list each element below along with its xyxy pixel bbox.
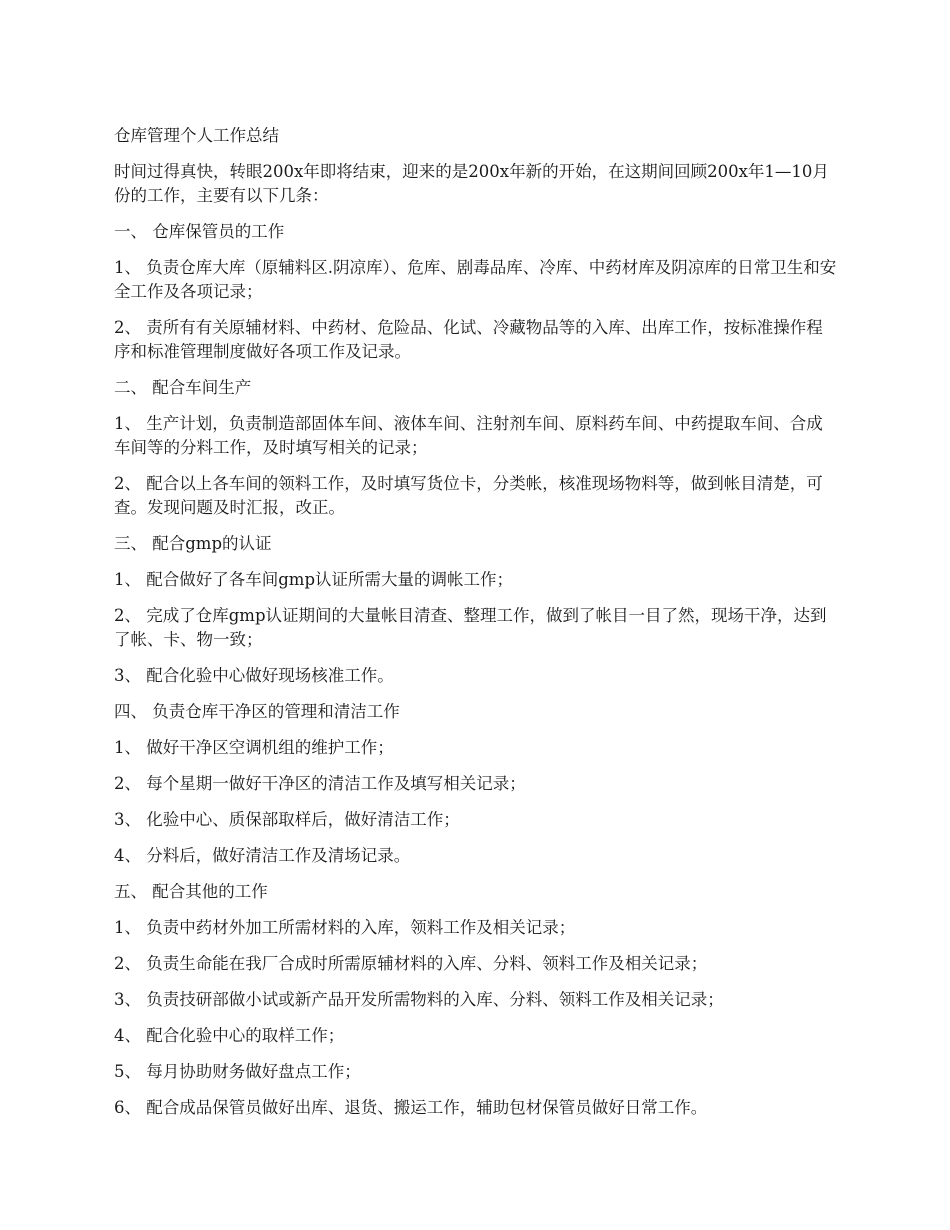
section-4-item-1: 1、 做好干净区空调机组的维护工作； xyxy=(114,738,394,757)
section-1-item-1: 1、 负责仓库大库（原辅料区.阴凉库）、危库、剧毒品库、冷库、中药材库及阴凉库的日常卫生和安全工作及各项记录； xyxy=(114,258,837,301)
section-heading-3: 三、 配合gmp的认证 xyxy=(114,534,272,553)
section-5-item-4: 4、 配合化验中心的取样工作； xyxy=(114,1026,345,1045)
section-3-item-1: 1、 配合做好了各车间gmp认证所需大量的调帐工作； xyxy=(114,570,514,589)
section-2-item-1: 1、 生产计划，负责制造部固体车间、液体车间、注射剂车间、原料药车间、中药提取车间、合成车间等的分料工作，及时填写相关的记录； xyxy=(114,414,823,457)
section-2-item-2: 2、 配合以上各车间的领料工作，及时填写货位卡，分类帐，核准现场物料等，做到帐目清楚，可查。发现问题及时汇报，改正。 xyxy=(114,474,823,517)
section-5-item-2: 2、 负责生命能在我厂合成时所需原辅材料的入库、分料、领料工作及相关记录； xyxy=(114,954,708,973)
document-body xyxy=(114,124,839,1132)
section-5-item-5: 5、 每月协助财务做好盘点工作； xyxy=(114,1062,361,1081)
section-4-item-4: 4、 分料后，做好清洁工作及清场记录。 xyxy=(114,846,411,865)
document-title: 仓库管理个人工作总结 xyxy=(114,126,279,145)
section-3-item-2: 2、 完成了仓库gmp认证期间的大量帐目清查、整理工作，做到了帐目一目了然，现场干净，达到了帐、卡、物一致； xyxy=(114,606,827,649)
section-heading-5: 五、 配合其他的工作 xyxy=(114,882,268,901)
section-5-item-3: 3、 负责技研部做小试或新产品开发所需物料的入库、分料、领料工作及相关记录； xyxy=(114,990,724,1009)
section-4-item-3: 3、 化验中心、质保部取样后，做好清洁工作； xyxy=(114,810,460,829)
section-heading-2: 二、 配合车间生产 xyxy=(114,378,252,397)
intro-paragraph: 时间过得真快，转眼200x年即将结束，迎来的是200x年新的开始，在这期间回顾200x年1—10月份的工作，主要有以下几条： xyxy=(114,162,829,205)
section-4-item-2: 2、 每个星期一做好干净区的清洁工作及填写相关记录； xyxy=(114,774,526,793)
section-1-item-2: 2、 责所有有关原辅材料、中药材、危险品、化试、冷藏物品等的入库、出库工作，按标准操作程序和标准管理制度做好各项工作及记录。 xyxy=(114,318,823,361)
section-5-item-1: 1、 负责中药材外加工所需材料的入库，领料工作及相关记录； xyxy=(114,918,576,937)
section-heading-1: 一、 仓库保管员的工作 xyxy=(114,222,285,241)
section-heading-4: 四、 负责仓库干净区的管理和清洁工作 xyxy=(114,702,400,721)
section-5-item-6: 6、 配合成品保管员做好出库、退货、搬运工作，辅助包材保管员做好日常工作。 xyxy=(114,1098,708,1117)
section-3-item-3: 3、 配合化验中心做好现场核准工作。 xyxy=(114,666,394,685)
